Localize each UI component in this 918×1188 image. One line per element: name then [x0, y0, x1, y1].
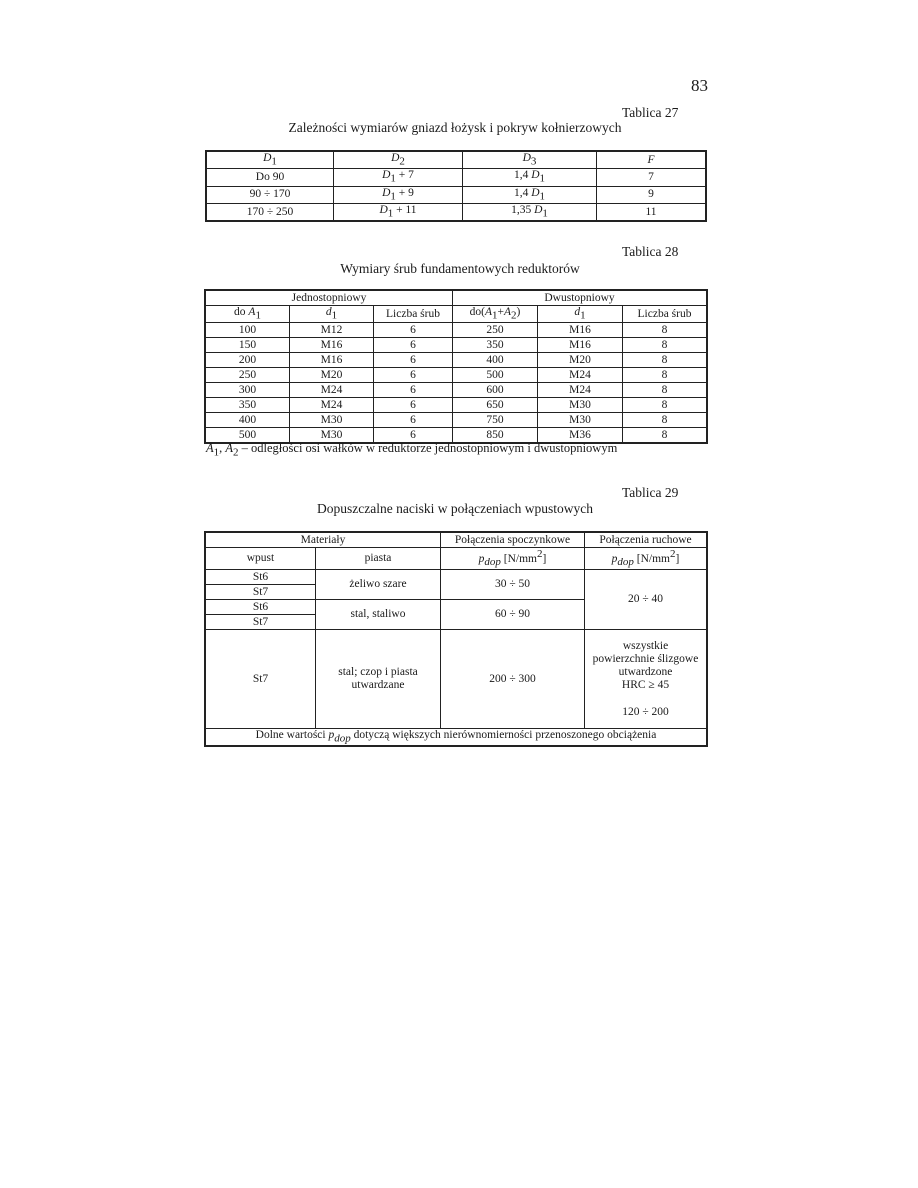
table-cell: 1,35 $D_1$	[463, 203, 597, 221]
table-cell: 500	[453, 368, 538, 383]
header-cell: $D_3$	[463, 151, 597, 169]
tablica-28-label: Tablica 28	[622, 244, 679, 259]
table-cell: 150	[205, 338, 290, 353]
table-row	[206, 186, 706, 203]
cell-line: utwardzane	[351, 679, 405, 692]
table-cell: 850	[453, 428, 538, 444]
table-cell: 200	[205, 353, 290, 368]
table-cell: 350	[453, 338, 538, 353]
table-cell: M30	[538, 413, 623, 428]
header-pdop: $p_{dop}$ $[N/mm^2]$	[585, 548, 708, 570]
table-cell: Do 90	[206, 169, 334, 186]
table-cell: M36	[538, 428, 623, 444]
header-cell: Liczba śrub	[374, 306, 453, 323]
cell-line: wszystkie	[622, 639, 669, 652]
table-footer-row	[205, 729, 707, 747]
tablica-28-table	[204, 289, 708, 444]
group-header-jednostopniowy: Jednostopniowy	[205, 290, 453, 306]
table-cell: 6	[374, 353, 453, 368]
header-piasta: piasta	[316, 548, 441, 570]
table-cell: M16	[290, 338, 374, 353]
table-cell: M20	[538, 353, 623, 368]
table-cell: 9	[597, 186, 707, 203]
table-cell	[316, 630, 441, 729]
table-cell: 6	[374, 398, 453, 413]
table-cell: 200 ÷ 300	[441, 630, 585, 729]
cell-line: HRC ≥ 45	[621, 678, 670, 691]
tablica-29-caption: Dopuszczalne naciski w połączeniach wpustowych	[317, 501, 593, 516]
table-cell	[585, 630, 708, 729]
table-cell: 300	[205, 383, 290, 398]
table-cell: M30	[538, 398, 623, 413]
tablica-29-label: Tablica 29	[622, 485, 679, 500]
table-cell: 8	[623, 428, 708, 444]
table-cell: M24	[538, 383, 623, 398]
table-cell: M24	[538, 368, 623, 383]
header-cell: $d_1$	[290, 306, 374, 323]
table-cell: 8	[623, 323, 708, 338]
table-row	[205, 323, 707, 338]
table-header-row	[205, 548, 707, 570]
table-cell: M16	[538, 323, 623, 338]
header-cell: $D_2$	[334, 151, 463, 169]
table-cell: M24	[290, 383, 374, 398]
table-row	[205, 413, 707, 428]
table-header-row	[206, 151, 706, 169]
table-cell: 6	[374, 368, 453, 383]
table-cell: $D_1 + 11$	[334, 203, 463, 221]
header-cell: $do(A_1+A_2)$	[453, 306, 538, 323]
header-cell: F	[597, 151, 707, 169]
table-cell: 8	[623, 353, 708, 368]
table-cell: 90 ÷ 170	[206, 186, 334, 203]
cell-line: powierzchnie ślizgowe	[592, 652, 699, 665]
table-cell: 6	[374, 338, 453, 353]
table-cell: 8	[623, 383, 708, 398]
table-cell: 30 ÷ 50	[441, 570, 585, 600]
table-cell: $D_1 + 7$	[334, 169, 463, 186]
table-row	[206, 203, 706, 221]
table-cell: 7	[597, 169, 707, 186]
table-cell: 350	[205, 398, 290, 413]
table-cell: 250	[453, 323, 538, 338]
table-cell: 6	[374, 428, 453, 444]
table-cell: stal, staliwo	[316, 600, 441, 630]
table-cell: M30	[290, 428, 374, 444]
table-row	[205, 383, 707, 398]
table-cell: 500	[205, 428, 290, 444]
table-cell: M30	[290, 413, 374, 428]
table-cell: St7	[205, 585, 316, 600]
table-cell: 6	[374, 383, 453, 398]
table-cell: żeliwo szare	[316, 570, 441, 600]
table-cell: 650	[453, 398, 538, 413]
table-cell: 8	[623, 398, 708, 413]
table-cell: 6	[374, 323, 453, 338]
table-cell: 8	[623, 338, 708, 353]
header-spoczynkowe: Połączenia spoczynkowe	[441, 532, 585, 548]
table-row	[205, 398, 707, 413]
table-cell: 60 ÷ 90	[441, 600, 585, 630]
header-pdop: $p_{dop}$ $[N/mm^2]$	[441, 548, 585, 570]
group-header-row	[205, 532, 707, 548]
tablica-27-caption: Zależności wymiarów gniazd łożysk i pokryw kołnierzowych	[288, 120, 622, 135]
table-cell: M12	[290, 323, 374, 338]
table-row	[205, 353, 707, 368]
table-cell: 600	[453, 383, 538, 398]
table-header-row	[205, 306, 707, 323]
group-header-dwustopniowy: Dwustopniowy	[453, 290, 708, 306]
cell-line: stal; czop i piasta	[338, 666, 418, 679]
tablica-29-table	[204, 531, 708, 747]
table-cell: M24	[290, 398, 374, 413]
table-row	[205, 368, 707, 383]
table-footer: Dolne wartości $p_{dop}$ dotyczą większych nierównomierności przenoszonego obciążenia	[205, 729, 707, 747]
header-wpust: wpust	[205, 548, 316, 570]
cell-line: utwardzone	[618, 665, 673, 678]
table-cell: M16	[538, 338, 623, 353]
table-cell: St6	[205, 570, 316, 585]
table-cell: 8	[623, 413, 708, 428]
table-cell: 8	[623, 368, 708, 383]
table-row	[205, 570, 707, 585]
table-cell: 250	[205, 368, 290, 383]
cell-line: 120 ÷ 200	[622, 705, 669, 718]
table-row	[205, 338, 707, 353]
header-cell: $D_1$	[206, 151, 334, 169]
header-cell: $d_1$	[538, 306, 623, 323]
page-number: 83	[691, 76, 708, 95]
header-cell: do $A_1$	[205, 306, 290, 323]
table-cell: 400	[205, 413, 290, 428]
table-row	[206, 169, 706, 186]
tablica-27-table	[205, 150, 707, 222]
table-cell: M16	[290, 353, 374, 368]
table-cell: 400	[453, 353, 538, 368]
table-cell: St7	[205, 615, 316, 630]
table-cell: 6	[374, 413, 453, 428]
table-cell: 1,4 $D_1$	[463, 186, 597, 203]
tablica-28-footnote: $A_1$, $A_2$ – odległości osi wałków w reduktorze jednostopniowym i dwustopniowym	[206, 441, 618, 459]
table-cell: 170 ÷ 250	[206, 203, 334, 221]
tablica-28-caption: Wymiary śrub fundamentowych reduktorów	[340, 261, 580, 276]
table-cell: St7	[205, 630, 316, 729]
table-cell: 20 ÷ 40	[585, 570, 708, 630]
table-row	[205, 630, 707, 729]
table-cell: St6	[205, 600, 316, 615]
group-header-row	[205, 290, 707, 306]
table-cell: 11	[597, 203, 707, 221]
header-cell: Liczba śrub	[623, 306, 708, 323]
table-cell: $D_1 + 9$	[334, 186, 463, 203]
table-cell: M20	[290, 368, 374, 383]
header-materialy: Materiały	[205, 532, 441, 548]
tablica-27-label: Tablica 27	[622, 105, 679, 120]
table-cell: 1,4 $D_1$	[463, 169, 597, 186]
header-ruchowe: Połączenia ruchowe	[585, 532, 708, 548]
table-cell: 100	[205, 323, 290, 338]
table-cell: 750	[453, 413, 538, 428]
